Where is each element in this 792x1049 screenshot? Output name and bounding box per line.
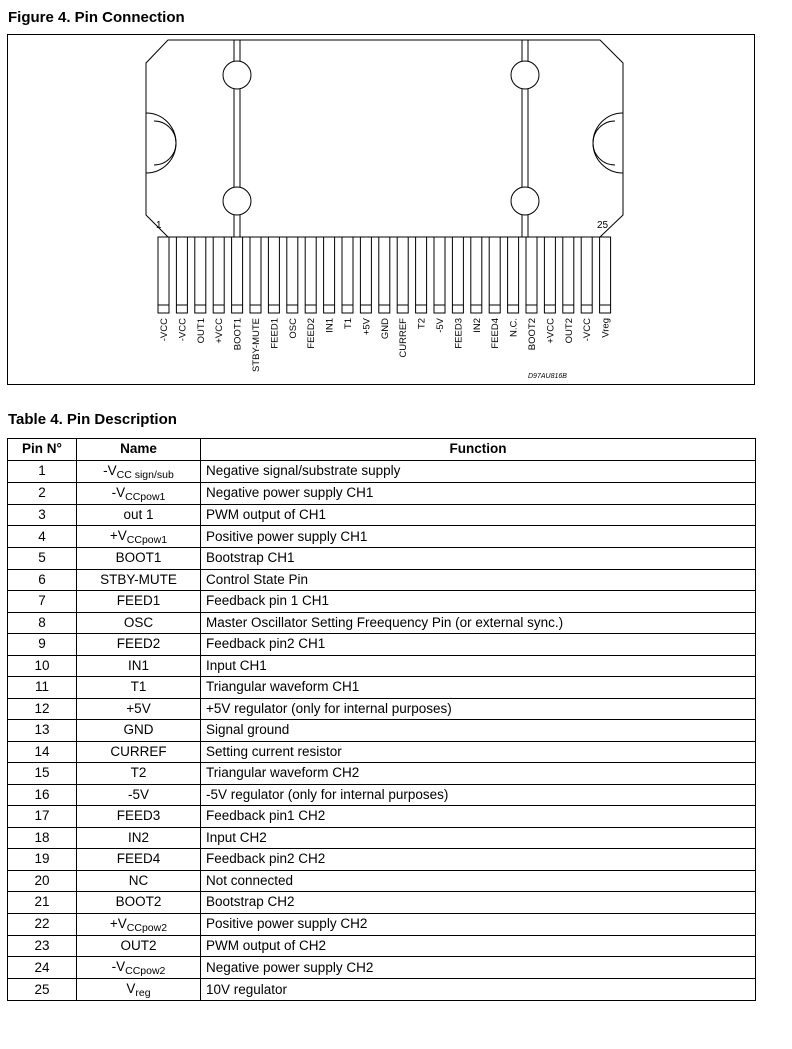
pin-name-cell bbox=[77, 806, 201, 828]
pin-function-cell: Not connected bbox=[201, 870, 756, 892]
left-mounting-notch-inner bbox=[154, 121, 176, 165]
pin-lead bbox=[305, 237, 316, 313]
pin-name-text: NC bbox=[128, 872, 149, 888]
header-function: Function bbox=[201, 439, 756, 461]
table-row bbox=[8, 504, 756, 526]
pin-name-text: FEED3 bbox=[116, 808, 161, 824]
pin-number-cell: 18 bbox=[8, 827, 77, 849]
pin-function-cell: Negative power supply CH2 bbox=[201, 957, 756, 979]
pin-label: +5V bbox=[361, 318, 373, 336]
pin-name-cell bbox=[77, 569, 201, 591]
pin-name-cell bbox=[77, 741, 201, 763]
pin-name-cell bbox=[77, 482, 201, 504]
pin-name-text: CURREF bbox=[110, 743, 167, 759]
table-row bbox=[8, 720, 756, 742]
table-row bbox=[8, 482, 756, 504]
pin-function-cell: Positive power supply CH2 bbox=[201, 913, 756, 935]
pin-name-subscript: CCpow1 bbox=[125, 490, 166, 503]
table-header-row bbox=[8, 439, 756, 461]
figure-title: Figure 4. Pin Connection bbox=[8, 9, 185, 26]
pin-function-cell: Setting current resistor bbox=[201, 741, 756, 763]
pin-function-cell: Positive power supply CH1 bbox=[201, 526, 756, 548]
pin-name-cell bbox=[77, 548, 201, 570]
table-row bbox=[8, 698, 756, 720]
pin-number-cell: 13 bbox=[8, 720, 77, 742]
pin-lead bbox=[581, 237, 592, 313]
pin-function-cell: Feedback pin1 CH2 bbox=[201, 806, 756, 828]
pin-function-cell: +5V regulator (only for internal purposes) bbox=[201, 698, 756, 720]
package-body-outline bbox=[146, 40, 623, 237]
pin-label: -VCC bbox=[582, 318, 594, 342]
right-upper-hole bbox=[511, 61, 539, 89]
pin-name-cell bbox=[77, 504, 201, 526]
pin-lead bbox=[232, 237, 243, 313]
pin-name-cell bbox=[77, 827, 201, 849]
pin-name-text: FEED2 bbox=[116, 636, 161, 652]
pin-number-cell: 9 bbox=[8, 634, 77, 656]
pin-name-text: +5V bbox=[126, 700, 151, 716]
pin-name-cell bbox=[77, 870, 201, 892]
pin-number-cell: 12 bbox=[8, 698, 77, 720]
pin-label: FEED3 bbox=[453, 318, 465, 349]
pin-label: BOOT1 bbox=[232, 318, 244, 351]
pin-function-cell: Signal ground bbox=[201, 720, 756, 742]
table-row bbox=[8, 913, 756, 935]
pin-number-cell: 20 bbox=[8, 870, 77, 892]
last-pin-number: 25 bbox=[597, 220, 609, 231]
pin-name-cell bbox=[77, 698, 201, 720]
pin-name-cell bbox=[77, 677, 201, 699]
pin-label: T1 bbox=[343, 318, 354, 330]
pin-name-cell bbox=[77, 655, 201, 677]
pin-function-cell: PWM output of CH2 bbox=[201, 935, 756, 957]
pin-lead bbox=[360, 237, 371, 313]
pin-number-cell: 21 bbox=[8, 892, 77, 914]
pin-function-cell: Input CH2 bbox=[201, 827, 756, 849]
pin-function-cell: Feedback pin2 CH1 bbox=[201, 634, 756, 656]
pin-function-cell: Triangular waveform CH2 bbox=[201, 763, 756, 785]
pin-lead bbox=[195, 237, 206, 313]
pin-name-cell bbox=[77, 892, 201, 914]
pin-name-text: STBY-MUTE bbox=[100, 571, 177, 587]
pin-name-cell bbox=[77, 720, 201, 742]
pin-name-text: T1 bbox=[130, 679, 147, 695]
pin-function-cell: Feedback pin 1 CH1 bbox=[201, 591, 756, 613]
pin-lead bbox=[434, 237, 445, 313]
pin-label: +VCC bbox=[214, 318, 226, 344]
pin-number-cell: 15 bbox=[8, 763, 77, 785]
pin-number-cell: 16 bbox=[8, 784, 77, 806]
pin-name-text: BOOT1 bbox=[115, 550, 162, 566]
pin-name-cell bbox=[77, 784, 201, 806]
pin-name-subscript: CCpow2 bbox=[125, 965, 166, 977]
pin-label: OSC bbox=[287, 318, 299, 339]
pin-lead bbox=[176, 237, 187, 313]
pin-label: IN2 bbox=[471, 318, 483, 333]
pin-label: BOOT2 bbox=[527, 318, 538, 351]
pin-lead bbox=[544, 237, 555, 313]
pin-name-cell bbox=[77, 634, 201, 656]
pin-name-text: T2 bbox=[130, 765, 147, 781]
table-row bbox=[8, 892, 756, 914]
table-row bbox=[8, 655, 756, 677]
pin-label: OUT1 bbox=[195, 318, 207, 344]
pin-name-text: OUT2 bbox=[120, 937, 157, 953]
pin-name-text: -5V bbox=[127, 786, 149, 802]
first-pin-number: 1 bbox=[156, 220, 162, 231]
header-name: Name bbox=[77, 439, 201, 461]
table-row bbox=[8, 612, 756, 634]
pin-name-subscript: CCpow2 bbox=[126, 921, 168, 934]
pin-function-cell: Control State Pin bbox=[201, 569, 756, 591]
pin-name-cell bbox=[77, 957, 201, 979]
pin-lead bbox=[489, 237, 500, 313]
pin-number-cell: 19 bbox=[8, 849, 77, 871]
pin-number-cell: 2 bbox=[8, 482, 77, 504]
pin-label: N.C. bbox=[508, 317, 520, 337]
pin-function-cell: 10V regulator bbox=[201, 979, 756, 1001]
pin-label: -VCC bbox=[159, 318, 170, 342]
pin-number-cell: 24 bbox=[8, 957, 77, 979]
pin-name-cell bbox=[77, 612, 201, 634]
pin-function-cell: PWM output of CH1 bbox=[201, 504, 756, 526]
pin-name-text: BOOT2 bbox=[115, 894, 162, 910]
pin-number-cell: 7 bbox=[8, 591, 77, 613]
pin-function-cell: Negative signal/substrate supply bbox=[201, 460, 756, 482]
pin-name-text: GND bbox=[123, 722, 154, 738]
pin-label: -5V bbox=[435, 318, 446, 333]
table-row bbox=[8, 806, 756, 828]
pin-lead bbox=[250, 237, 261, 313]
pin-number-cell: 6 bbox=[8, 569, 77, 591]
table-row bbox=[8, 827, 756, 849]
pin-label: FEED4 bbox=[490, 318, 502, 349]
pin-number-cell: 14 bbox=[8, 741, 77, 763]
pin-function-cell: -5V regulator (only for internal purposes) bbox=[201, 784, 756, 806]
right-lower-hole bbox=[511, 187, 539, 215]
pin-name-text: +V bbox=[109, 528, 127, 543]
pin-label: STBY-MUTE bbox=[251, 318, 262, 373]
pin-name-subscript: CCpow1 bbox=[126, 534, 168, 546]
pin-description-table bbox=[7, 438, 756, 1001]
table-row bbox=[8, 526, 756, 548]
pin-name-cell bbox=[77, 460, 201, 482]
package-drawing bbox=[8, 35, 756, 386]
pin-function-cell: Bootstrap CH1 bbox=[201, 548, 756, 570]
table-row bbox=[8, 784, 756, 806]
table-row bbox=[8, 677, 756, 699]
pin-number-cell: 1 bbox=[8, 460, 77, 482]
pin-lead bbox=[508, 237, 519, 313]
table-row bbox=[8, 870, 756, 892]
pin-name-cell bbox=[77, 849, 201, 871]
right-mounting-notch-inner bbox=[593, 121, 615, 165]
pin-name-text: +V bbox=[109, 915, 127, 931]
pin-label: -VCC bbox=[177, 318, 189, 342]
pin-label: Vreg bbox=[600, 318, 612, 338]
pin-function-cell: Triangular waveform CH1 bbox=[201, 677, 756, 699]
pin-connection-figure bbox=[7, 34, 755, 385]
table-row bbox=[8, 741, 756, 763]
pin-number-cell: 11 bbox=[8, 677, 77, 699]
pin-lead bbox=[158, 237, 169, 313]
pin-number-cell: 17 bbox=[8, 806, 77, 828]
pin-name-cell bbox=[77, 935, 201, 957]
left-lower-hole bbox=[223, 187, 251, 215]
pin-name-text: -V bbox=[103, 462, 117, 478]
pin-label: CURREF bbox=[398, 318, 410, 358]
table-row bbox=[8, 548, 756, 570]
table-row bbox=[8, 935, 756, 957]
table-row bbox=[8, 460, 756, 482]
pin-name-text: OSC bbox=[123, 614, 154, 630]
table-row bbox=[8, 979, 756, 1001]
pin-lead bbox=[268, 237, 279, 313]
pin-name-cell bbox=[77, 763, 201, 785]
pin-function-cell: Master Oscillator Setting Freequency Pin (or external sync.) bbox=[201, 612, 756, 634]
pin-lead bbox=[379, 237, 390, 313]
pin-lead bbox=[526, 237, 537, 313]
pin-number-cell: 25 bbox=[8, 979, 77, 1001]
pin-number-cell: 10 bbox=[8, 655, 77, 677]
pin-function-cell: Input CH1 bbox=[201, 655, 756, 677]
pin-label: +VCC bbox=[545, 318, 557, 344]
pin-label: T2 bbox=[416, 318, 428, 330]
pin-name-cell bbox=[77, 979, 201, 1001]
pin-name-text: out 1 bbox=[123, 506, 154, 522]
pin-lead bbox=[416, 237, 427, 313]
pin-label: IN1 bbox=[324, 318, 336, 333]
pin-name-cell bbox=[77, 913, 201, 935]
pin-number-cell: 23 bbox=[8, 935, 77, 957]
pin-name-text: FEED4 bbox=[116, 851, 161, 867]
table-row bbox=[8, 763, 756, 785]
pin-number-cell: 4 bbox=[8, 526, 77, 548]
pin-lead bbox=[471, 237, 482, 313]
table-row bbox=[8, 569, 756, 591]
pin-function-cell: Negative power supply CH1 bbox=[201, 482, 756, 504]
pin-number-cell: 22 bbox=[8, 913, 77, 935]
left-upper-hole bbox=[223, 61, 251, 89]
pin-name-text: FEED1 bbox=[116, 593, 161, 609]
pin-lead bbox=[287, 237, 298, 313]
table-row bbox=[8, 634, 756, 656]
pin-lead bbox=[452, 237, 463, 313]
pin-label: FEED2 bbox=[306, 318, 318, 349]
pin-lead bbox=[397, 237, 408, 313]
pin-name-cell bbox=[77, 526, 201, 548]
table-row bbox=[8, 591, 756, 613]
pin-number-cell: 8 bbox=[8, 612, 77, 634]
pin-name-text: -V bbox=[111, 484, 126, 500]
table-title: Table 4. Pin Description bbox=[8, 411, 177, 428]
pin-name-text: V bbox=[126, 981, 136, 996]
pin-lead bbox=[213, 237, 224, 313]
pin-label: FEED1 bbox=[269, 318, 281, 349]
pins-group bbox=[158, 237, 612, 372]
pin-name-subscript: CC sign/sub bbox=[116, 468, 174, 481]
drawing-code: D97AU816B bbox=[528, 373, 567, 380]
pin-name-text: -V bbox=[111, 959, 126, 974]
pin-lead bbox=[342, 237, 353, 313]
pin-lead bbox=[324, 237, 335, 313]
table-row bbox=[8, 957, 756, 979]
pin-name-text: IN1 bbox=[127, 657, 149, 673]
pin-label: OUT2 bbox=[563, 318, 575, 344]
pin-label: GND bbox=[379, 318, 391, 340]
table-row bbox=[8, 849, 756, 871]
pin-name-cell bbox=[77, 591, 201, 613]
pin-number-cell: 3 bbox=[8, 504, 77, 526]
pin-lead bbox=[563, 237, 574, 313]
pin-number-cell: 5 bbox=[8, 548, 77, 570]
pin-function-cell: Bootstrap CH2 bbox=[201, 892, 756, 914]
pin-name-text: IN2 bbox=[127, 829, 149, 845]
pin-name-subscript: reg bbox=[135, 987, 151, 999]
pin-function-cell: Feedback pin2 CH2 bbox=[201, 849, 756, 871]
pin-lead bbox=[600, 237, 611, 313]
header-pin-number: Pin N° bbox=[8, 439, 77, 461]
